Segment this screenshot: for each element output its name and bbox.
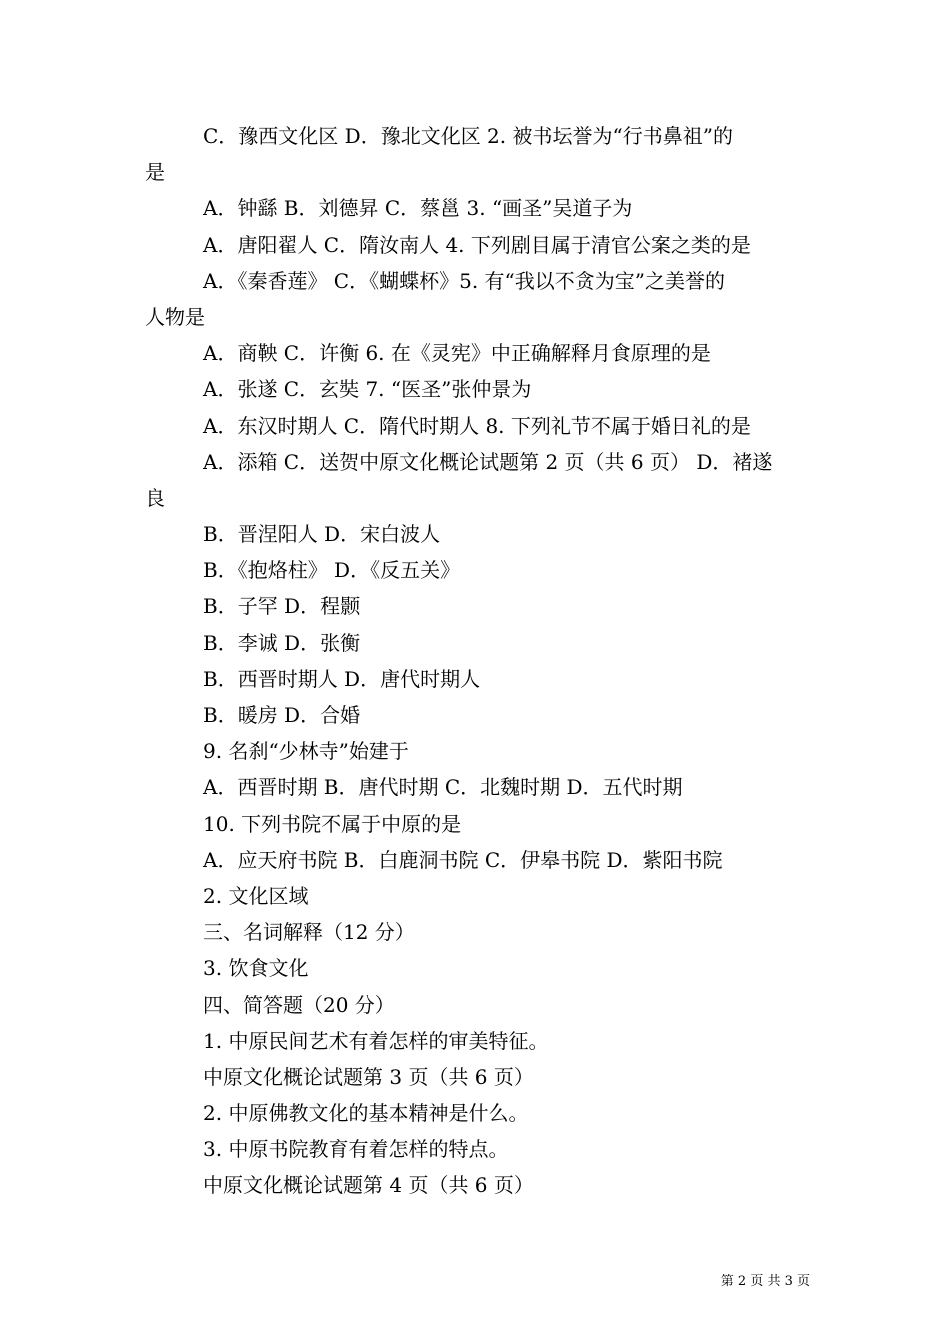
text-line: 四、简答题（20 分） [203,992,395,1017]
text-line: 3. 中原书院教育有着怎样的特点。 [203,1137,509,1162]
text-line: C．豫西文化区 D．豫北文化区 2. 被书坛誉为“行书鼻祖”的 [203,124,733,148]
text-line: 2. 中原佛教文化的基本精神是什么。 [203,1101,529,1126]
text-line: B．暖房 D．合婚 [203,703,361,727]
page-footer: 第 2 页 共 3 页 [720,1274,810,1289]
text-line: 2. 文化区域 [203,883,309,908]
text-line: B．晋涅阳人 D．宋白波人 [203,522,441,547]
text-line: 三、名词解释（12 分） [203,920,415,945]
text-line: 中原文化概论试题第 3 页（共 6 页） [203,1064,534,1089]
text-line: A．添箱 C．送贺中原文化概论试题第 2 页（共 6 页） D．褚遂 [203,449,773,474]
text-line: A．张遂 C．玄奘 7. “医圣”张仲景为 [203,377,532,402]
text-line: A．唐阳翟人 C．隋汝南人 4. 下列剧目属于清官公案之类的是 [203,232,751,257]
document-body [145,118,810,1204]
text-line: 良 [145,485,165,510]
text-line: B．西晋时期人 D．唐代时期人 [203,666,481,691]
text-line: B．李诚 D．张衡 [203,630,361,655]
text-line: A．《秦香莲》 C．《蝴蝶杯》5. 有“我以不贪为宝”之美誉的 [203,268,725,293]
text-line: B．子罕 D．程颢 [203,594,361,619]
text-line: A．东汉时期人 C．隋代时期人 8. 下列礼节不属于婚日礼的是 [203,413,751,438]
text-line: A．西晋时期 B．唐代时期 C．北魏时期 D．五代时期 [203,775,683,800]
text-line: 9. 名刹“少林寺”始建于 [203,739,409,764]
text-line: A．应天府书院 B．白鹿洞书院 C．伊皋书院 D．紫阳书院 [203,847,723,872]
text-line: 中原文化概论试题第 4 页（共 6 页） [203,1173,534,1198]
text-line: A．钟繇 B．刘德昇 C．蔡邕 3. “画圣”吴道子为 [203,196,633,221]
text-line: A．商鞅 C．许衡 6. 在《灵宪》中正确解释月食原理的是 [203,341,711,366]
text-line: 是 [145,160,165,185]
text-line: 10. 下列书院不属于中原的是 [203,811,462,836]
text-line: 3. 饮食文化 [203,956,309,981]
text-line: B．《抱烙柱》 D．《反五关》 [203,558,461,583]
text-line: 人物是 [145,304,205,329]
text-line: 1. 中原民间艺术有着怎样的审美特征。 [203,1028,549,1053]
